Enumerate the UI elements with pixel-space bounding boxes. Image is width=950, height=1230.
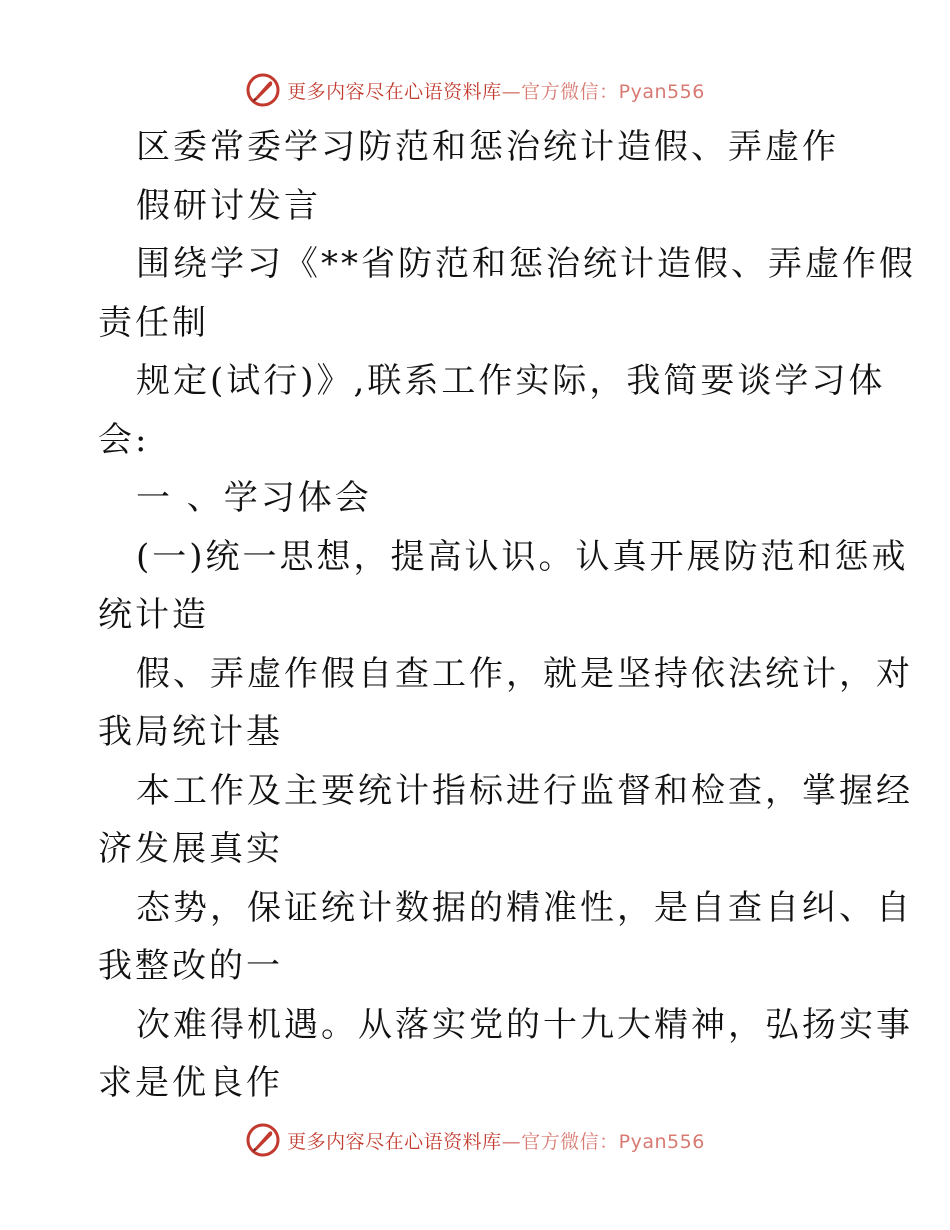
text-line: 次难得机遇。从落实党的十九大精神，弘扬实事: [136, 1004, 913, 1045]
text-line: 假研讨发言: [136, 185, 321, 226]
text-line: 济发展真实: [98, 829, 283, 869]
text-line: 态势，保证统计数据的精准性，是自查自纠、自: [136, 887, 913, 928]
text-line: 本工作及主要统计指标进行监督和检查，掌握经: [136, 770, 913, 811]
quill-pen-icon: [245, 72, 281, 108]
text-line: 统计造: [98, 595, 209, 635]
banner-text-wechat: —官方微信：Pyan556: [501, 80, 705, 103]
quill-pen-icon: [245, 1122, 281, 1158]
text-line: 会:: [98, 419, 150, 460]
banner-text-main: 更多内容尽在心语资料库: [287, 1130, 502, 1153]
banner-text-wechat: —官方微信：Pyan556: [501, 1130, 705, 1153]
header-banner: [0, 70, 950, 110]
text-line: 假、弄虚作假自查工作，就是坚持依法统计，对: [136, 653, 913, 694]
text-line: 围绕学习《**省防范和惩治统计造假、弄虚作假: [136, 244, 916, 284]
text-line: 规定(试行)》,联系工作实际，我简要谈学习体: [136, 361, 886, 401]
banner-text: [287, 1127, 705, 1154]
banner-text-main: 更多内容尽在心语资料库: [287, 80, 502, 103]
text-line: 区委常委学习防范和惩治统计造假、弄虚作: [136, 127, 839, 167]
footer-banner: [0, 1120, 950, 1160]
text-line: (一)统一思想，提高认识。认真开展防范和惩戒: [136, 536, 909, 577]
document-body: [98, 118, 916, 1113]
text-line: 责任制: [98, 302, 209, 343]
text-line: 我局统计基: [98, 712, 283, 752]
banner-text: [287, 77, 705, 104]
text-line: 我整改的一: [98, 946, 283, 986]
text-line: 求是优良作: [98, 1063, 283, 1103]
text-line: 一 、学习体会: [136, 478, 372, 518]
